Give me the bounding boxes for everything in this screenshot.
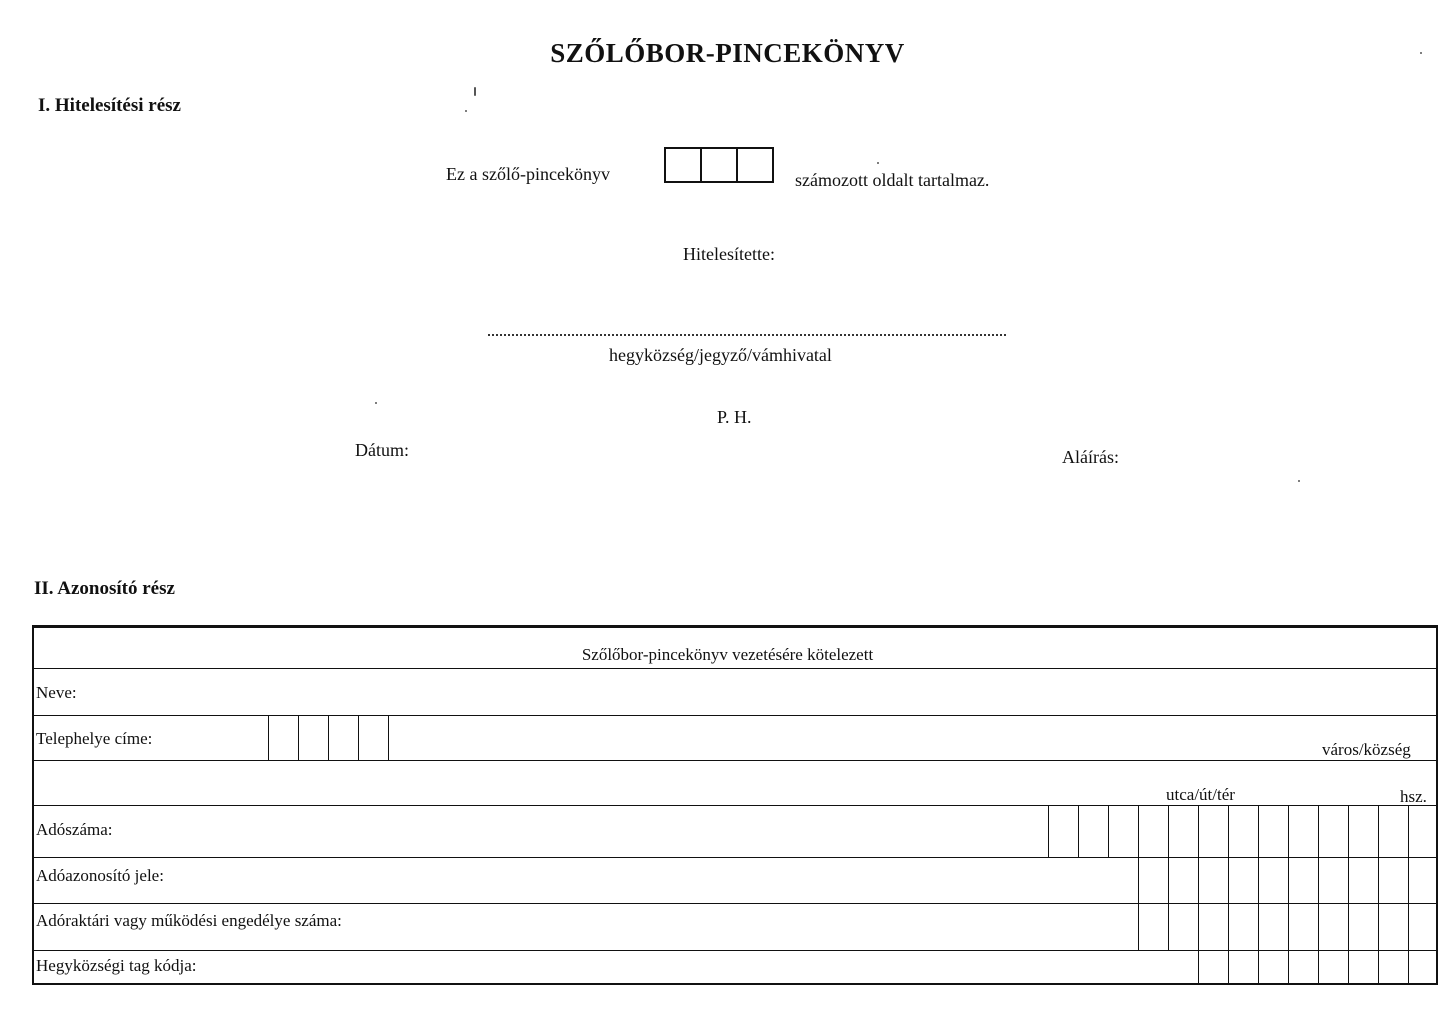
tax-number-box-divider[interactable] [1108, 805, 1109, 857]
license-box-divider[interactable] [1228, 903, 1229, 950]
tax-number-box-divider[interactable] [1318, 805, 1319, 857]
warehouse-license-label: Adóraktári vagy működési engedélye száma: [36, 911, 342, 930]
tax-number-box-divider[interactable] [1348, 805, 1349, 857]
tax-id-box-divider[interactable] [1258, 857, 1259, 903]
page-count-boxes[interactable] [664, 147, 774, 183]
tax-number-box-divider[interactable] [1378, 805, 1379, 857]
tax-number-label: Adószáma: [36, 820, 113, 839]
license-box-divider[interactable] [1288, 903, 1289, 950]
tax-id-box-divider[interactable] [1228, 857, 1229, 903]
signature-label: Aláírás: [1062, 447, 1119, 467]
tax-id-box-divider[interactable] [1198, 857, 1199, 903]
member-code-box-divider[interactable] [1288, 950, 1289, 985]
tax-number-box-divider[interactable] [1138, 805, 1139, 857]
tax-id-box-divider[interactable] [1168, 857, 1169, 903]
tax-id-box-divider[interactable] [1348, 857, 1349, 903]
stamp-label: P. H. [717, 407, 752, 427]
member-code-box-divider[interactable] [1378, 950, 1379, 985]
tax-number-box-divider[interactable] [1168, 805, 1169, 857]
tax-number-box-divider[interactable] [1408, 805, 1409, 857]
city-label: város/község [1322, 740, 1411, 759]
street-label: utca/út/tér [1166, 785, 1235, 804]
date-label: Dátum: [355, 440, 409, 460]
license-box-divider[interactable] [1318, 903, 1319, 950]
section-2-heading: II. Azonosító rész [34, 578, 175, 599]
tax-id-box-divider[interactable] [1288, 857, 1289, 903]
member-code-box-divider[interactable] [1258, 950, 1259, 985]
member-code-box-divider[interactable] [1408, 950, 1409, 985]
document-title: SZŐLŐBOR-PINCEKÖNYV [550, 38, 905, 68]
postcode-box-divider[interactable] [388, 715, 389, 760]
license-box-divider[interactable] [1258, 903, 1259, 950]
postcode-box-divider[interactable] [328, 715, 329, 760]
tax-number-box-divider[interactable] [1078, 805, 1079, 857]
scan-speck [474, 87, 476, 96]
tax-id-box-divider[interactable] [1408, 857, 1409, 903]
section-1-heading: I. Hitelesítési rész [38, 95, 181, 116]
license-box-divider[interactable] [1348, 903, 1349, 950]
tax-number-box-divider[interactable] [1228, 805, 1229, 857]
member-code-box-divider[interactable] [1198, 950, 1199, 985]
license-box-divider[interactable] [1168, 903, 1169, 950]
postcode-box-divider[interactable] [298, 715, 299, 760]
member-code-box-divider[interactable] [1318, 950, 1319, 985]
member-code-box-divider[interactable] [1348, 950, 1349, 985]
row-divider [32, 715, 1438, 716]
name-label: Neve: [36, 683, 77, 702]
scan-speck [877, 162, 879, 164]
page-count-prefix: Ez a szőlő-pincekönyv [446, 164, 610, 184]
tax-number-box-divider[interactable] [1288, 805, 1289, 857]
tax-id-box-divider[interactable] [1138, 857, 1139, 903]
scan-speck [465, 110, 467, 112]
page-count-suffix: számozott oldalt tartalmaz. [795, 170, 990, 190]
license-box-divider[interactable] [1408, 903, 1409, 950]
scan-speck [375, 402, 377, 404]
row-divider [32, 668, 1438, 669]
tax-id-box-divider[interactable] [1318, 857, 1319, 903]
tax-number-box-divider[interactable] [1048, 805, 1049, 857]
house-number-label: hsz. [1400, 787, 1427, 806]
tax-number-box-divider[interactable] [1258, 805, 1259, 857]
tax-number-box-divider[interactable] [1198, 805, 1199, 857]
scan-speck [1298, 480, 1300, 482]
scan-speck [1420, 52, 1422, 54]
certified-by-label: Hitelesítette: [683, 244, 775, 264]
postcode-box-divider[interactable] [358, 715, 359, 760]
license-box-divider[interactable] [1138, 903, 1139, 950]
tax-id-box-divider[interactable] [1378, 857, 1379, 903]
tax-id-label: Adóazonosító jele: [36, 866, 164, 885]
site-address-label: Telephelye címe: [36, 729, 153, 748]
member-code-label: Hegyközségi tag kódja: [36, 956, 197, 975]
member-code-box-divider[interactable] [1228, 950, 1229, 985]
table-header: Szőlőbor-pincekönyv vezetésére kötelezett [581, 645, 874, 664]
license-box-divider[interactable] [1198, 903, 1199, 950]
row-divider [32, 760, 1438, 761]
license-box-divider[interactable] [1378, 903, 1379, 950]
authority-label: hegyközség/jegyző/vámhivatal [609, 345, 832, 365]
postcode-box-divider[interactable] [268, 715, 269, 760]
authority-signature-line[interactable] [488, 334, 1006, 336]
